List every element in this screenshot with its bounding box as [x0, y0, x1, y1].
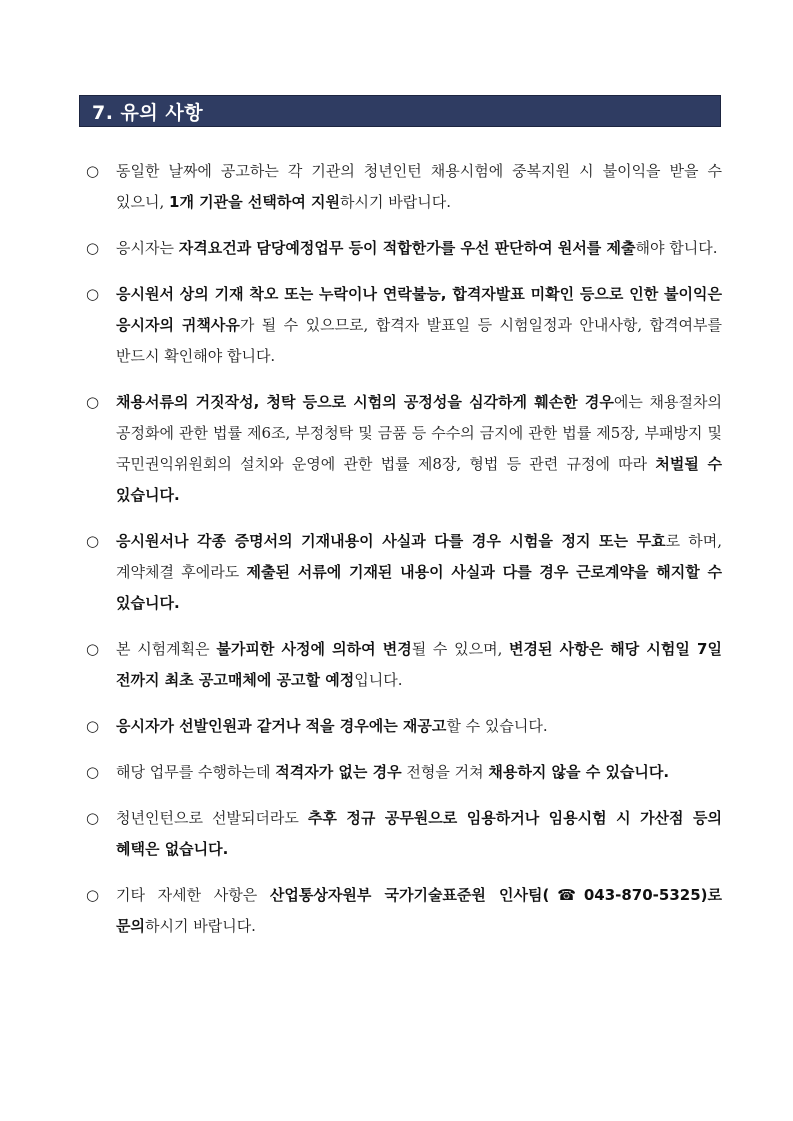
notice-text-bold: 변경된 사항은 해당 시험일 7일 전까지 최초 공고매체에 공고할 예정: [116, 640, 722, 689]
notice-text-bold: 자격요건과 담당예정업무 등이 적합한가를 우선 판단하여 원서를 제출: [178, 239, 636, 257]
notice-item: [86, 634, 722, 696]
notice-text: 입니다.: [354, 671, 403, 689]
notice-text-bold: 추후 정규 공무원으로 임용하거나 임용시험 시 가산점 등의 혜택은 없습니다.: [116, 809, 722, 858]
notice-text: 기타 자세한 사항은: [116, 886, 270, 904]
notice-text: 로 하며, 계약체결 후에라도: [116, 532, 723, 581]
notice-text: 해당 업무를 수행하는데: [116, 763, 276, 781]
bullet-circle-icon: ○: [86, 809, 100, 827]
notice-item: [86, 711, 722, 742]
notice-item: [86, 279, 722, 372]
notice-item: [86, 233, 722, 264]
notice-text: 하시기 바랍니다.: [144, 917, 256, 935]
notice-text: 청년인턴으로 선발되더라도: [116, 809, 308, 827]
notice-text: 본 시험계획은: [116, 640, 217, 658]
notice-text: 가 될 수 있으므로, 합격자 발표일 등 시험일정과 안내사항, 합격여부를 반드시 확인해야 합니다.: [116, 316, 722, 365]
notice-text-bold: 제출된 서류에 기재된 내용이 사실과 다를 경우 근로계약을 해지할 수 있습니다.: [116, 563, 722, 612]
notice-text: 하시기 바랍니다.: [340, 193, 451, 211]
notice-item: [86, 156, 722, 218]
bullet-circle-icon: ○: [86, 285, 100, 303]
notice-text-bold: 응시원서나 각종 증명서의 기재내용이 사실과 다를 경우 시험을 정지 또는 무효: [116, 532, 666, 550]
notice-text: 전형을 거쳐: [401, 763, 489, 781]
notice-item: [86, 526, 722, 619]
bullet-circle-icon: ○: [86, 886, 100, 904]
notice-text: 할 수 있습니다.: [446, 717, 548, 735]
section-title: 7. 유의 사항: [92, 101, 204, 124]
bullet-circle-icon: ○: [86, 532, 100, 550]
notice-text: 에는 채용절차의 공정화에 관한 법률 제6조, 부정청탁 및 금품 등 수수의 금지에 관한 법률 제5장, 부패방지 및 국민권익위원회의 설치와 운영에 관한 법률 제8장, 형법 등 관련 규정에 따라: [116, 393, 722, 473]
notice-text-bold: 채용하지 않을 수 있습니다.: [488, 763, 670, 781]
bullet-circle-icon: ○: [86, 717, 100, 735]
notice-list: [86, 156, 722, 957]
notice-text-bold: 응시원서 상의 기재 착오 또는 누락이나 연락불능, 합격자발표 미확인 등으로 인한 불이익은 응시자의 귀책사유: [116, 285, 722, 334]
notice-item: [86, 387, 722, 511]
bullet-circle-icon: ○: [86, 162, 100, 180]
notice-item: [86, 880, 722, 942]
notice-item: [86, 803, 722, 865]
bullet-circle-icon: ○: [86, 393, 100, 411]
notice-text-bold: 응시자가 선발인원과 같거나 적을 경우에는 재공고: [116, 717, 447, 735]
bullet-circle-icon: ○: [86, 640, 100, 658]
notice-text-bold: 처벌될 수 있습니다.: [116, 455, 723, 504]
notice-item: [86, 757, 722, 788]
notice-text-bold: 산업통상자원부 국가기술표준원 인사팀(☎043-870-5325)로 문의: [116, 886, 722, 935]
notice-text: 될 수 있으며,: [411, 640, 510, 658]
notice-text-bold: 적격자가 없는 경우: [275, 763, 402, 781]
notice-text: 응시자는: [116, 239, 179, 257]
section-header-bar: [79, 95, 721, 127]
notice-text: 해야 합니다.: [635, 239, 718, 257]
notice-text-bold: 1개 기관을 선택하여 지원: [169, 193, 341, 211]
bullet-circle-icon: ○: [86, 239, 100, 257]
notice-text-bold: 채용서류의 거짓작성, 청탁 등으로 시험의 공정성을 심각하게 훼손한 경우: [116, 393, 614, 411]
notice-text: 동일한 날짜에 공고하는 각 기관의 청년인턴 채용시험에 중복지원 시 불이익을 받을 수 있으니,: [116, 162, 722, 211]
notice-text-bold: 불가피한 사정에 의하여 변경: [216, 640, 412, 658]
bullet-circle-icon: ○: [86, 763, 100, 781]
